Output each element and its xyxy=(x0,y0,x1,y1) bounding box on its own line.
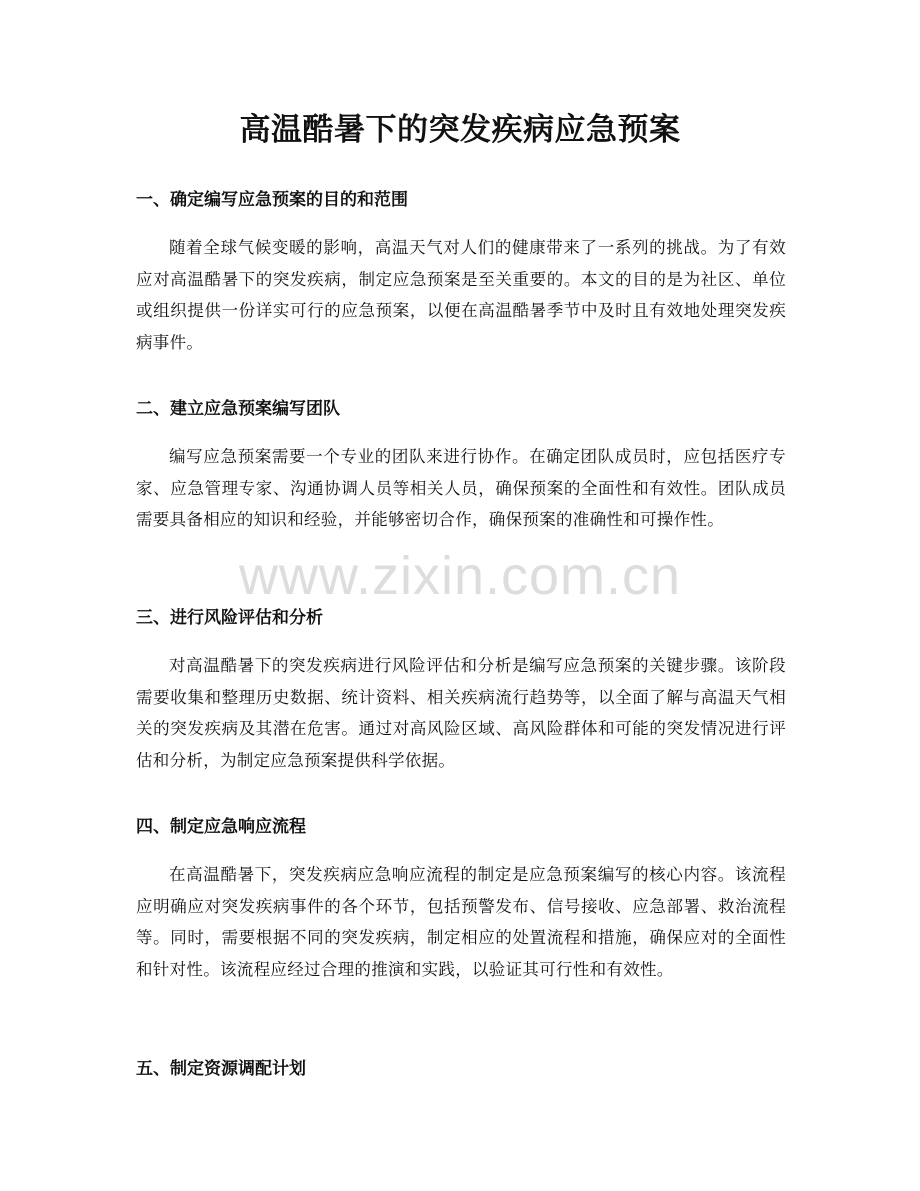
section-heading-5: 五、制定资源调配计划 xyxy=(136,1059,306,1079)
section-paragraph-2: 编写应急预案需要一个专业的团队来进行协作。在确定团队成员时，应包括医疗专家、应急管理专家、沟通协调人员等相关人员，确保预案的全面性和有效性。团队成员需要具备相应的知识和经验，并能够密切合作，确保预案的准确性和可操作性。 xyxy=(136,447,786,529)
section-heading-2: 二、建立应急预案编写团队 xyxy=(136,399,340,419)
section-heading-3: 三、进行风险评估和分析 xyxy=(136,608,323,628)
watermark-text: www.zixin.com.cn xyxy=(238,546,682,606)
section-heading-4: 四、制定应急响应流程 xyxy=(136,817,306,837)
section-paragraph-4: 在高温酷暑下，突发疾病应急响应流程的制定是应急预案编写的核心内容。该流程应明确应对突发疾病事件的各个环节，包括预警发布、信号接收、应急部署、救治流程等。同时，需要根据不同的突发疾病，制定相应的处置流程和措施，确保应对的全面性和针对性。该流程应经过合理的推演和实践，以验证其可行性和有效性。 xyxy=(136,865,786,979)
section-paragraph-3: 对高温酷暑下的突发疾病进行风险评估和分析是编写应急预案的关键步骤。该阶段需要收集和整理历史数据、统计资料、相关疾病流行趋势等，以全面了解与高温天气相关的突发疾病及其潜在危害。通过对高风险区域、高风险群体和可能的突发情况进行评估和分析，为制定应急预案提供科学依据。 xyxy=(136,656,786,770)
section-heading-1: 一、确定编写应急预案的目的和范围 xyxy=(136,190,408,210)
document-title: 高温酷暑下的突发疾病应急预案 xyxy=(239,112,681,148)
section-paragraph-1: 随着全球气候变暖的影响，高温天气对人们的健康带来了一系列的挑战。为了有效应对高温酷暑下的突发疾病，制定应急预案是至关重要的。本文的目的是为社区、单位或组织提供一份详实可行的应急预案，以便在高温酷暑季节中及时且有效地处理突发疾病事件。 xyxy=(136,238,786,352)
